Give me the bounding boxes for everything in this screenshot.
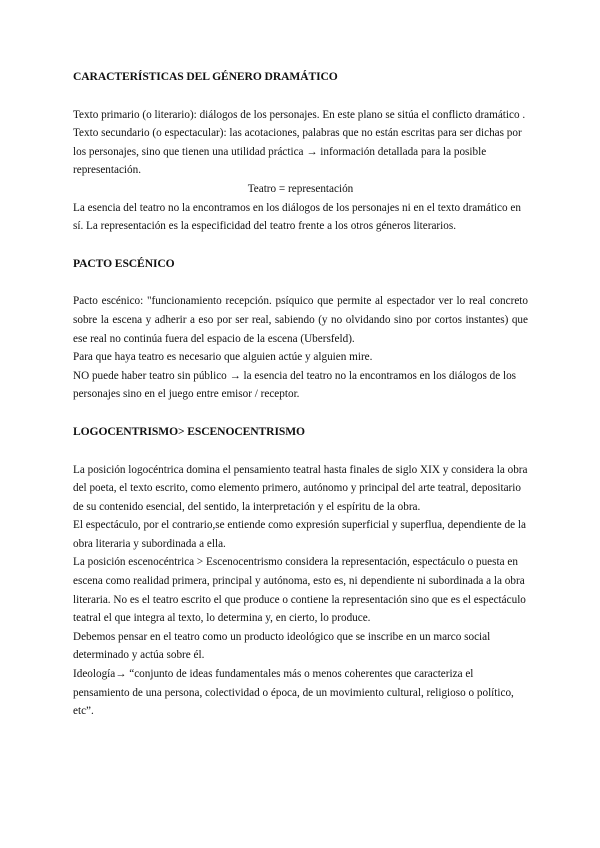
paragraph: Texto primario (o literario): diálogos de los personajes. En este plano se sitúa el conflicto dramático . [73,108,526,121]
spacer [73,442,528,461]
paragraph: Para que haya teatro es necesario que alguien actúe y alguien mire. [73,351,373,364]
paragraph: NO puede haber teatro sin público → la esencia del teatro no la encontramos en los diálogos de los personajes sino en el juego entre emisor / receptor. [73,369,517,401]
section-heading: LOGOCENTRISMO> ESCENOCENTRISMO [73,424,305,438]
spacer [73,87,528,106]
paragraph: La posición logocéntrica domina el pensamiento teatral hasta finales de siglo XIX y considera la obra del poeta, el texto escrito, como elemento primero, autónomo y principal del arte teatral, depositario de su contenido esencial, del sentido, la interpretación y el espíritu de la obra. [73,463,528,513]
section-logocentrismo [73,423,528,721]
paragraph: La esencia del teatro no la encontramos en los diálogos de los personajes ni en el texto dramático en sí. La representación es la especificidad del teatro frente a los otros géneros literarios. [73,201,521,233]
section-caracteristicas [73,68,528,236]
paragraph: Texto secundario (o espectacular): las acotaciones, palabras que no están escritas para ser dichas por los personajes, sino que tienen una utilidad práctica → información detallada para la posible representación. [73,127,522,177]
paragraph: Debemos pensar en el teatro como un producto ideológico que se inscribe en un marco social determinado y actúa sobre él. [73,630,491,662]
paragraph: Pacto escénico: "funcionamiento recepción. psíquico que permite al espectador ver lo real concreto sobre la escena y adherir a eso por ser real, sabiendo (y no olvidando sino por cortos instantes) que ese real no continúa fuera del espacio de la escena (Ubersfeld). [73,295,528,345]
spacer [73,273,528,292]
section-heading: CARACTERÍSTICAS DEL GÉNERO DRAMÁTICO [73,70,338,83]
paragraph: Ideología→ “conjunto de ideas fundamentales más o menos coherentes que caracteriza el pensamiento de una persona, colectividad o época, de un movimiento cultural, religioso o político, etc”. [73,668,514,718]
paragraph: La posición escenocéntrica > Escenocentrismo considera la representación, espectáculo o puesta en escena como realidad primera, principal y autónoma, esto es, ni dependiente ni subordinada a la obra literaria. No es el teatro escrito el que produce o contiene la representación sino que es el espectáculo teatral el que integra al texto, lo determina y, en cierto, lo produce. [73,556,526,625]
spacer [73,236,528,255]
centered-formula: Teatro = representación [247,182,354,195]
spacer [73,404,528,423]
section-heading: PACTO ESCÉNICO [73,256,175,270]
document-page [73,68,528,721]
paragraph: El espectáculo, por el contrario,se entiende como expresión superficial y superflua, dependiente de la obra literaria y subordinada a ella. [73,519,526,550]
section-pacto-escenico [73,255,528,404]
